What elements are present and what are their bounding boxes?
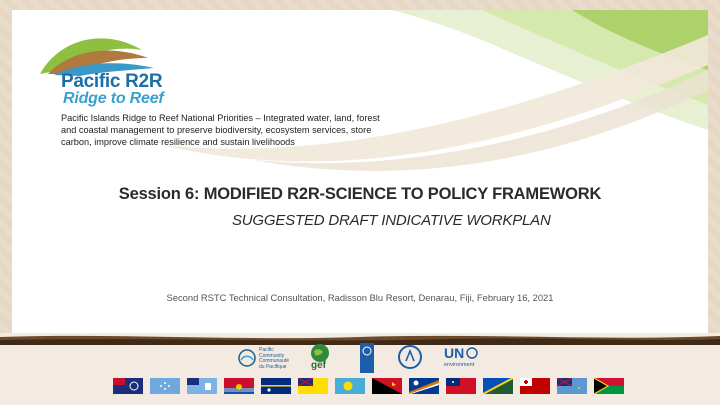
- samoa-flag: [446, 378, 476, 394]
- spc-line2: Community: [259, 352, 285, 359]
- un-environment-logo: [444, 343, 488, 373]
- micronesia-flag: [150, 378, 180, 394]
- spc-line3: Communauté: [259, 358, 290, 364]
- cook-islands-flag: [113, 378, 143, 394]
- slide-subtitle: SUGGESTED DRAFT INDICATIVE WORKPLAN: [232, 212, 551, 229]
- tonga-flag: [520, 378, 550, 394]
- vanuatu-flag: [594, 378, 624, 394]
- un-env-line1: UN: [444, 345, 465, 361]
- partner-logos: [238, 343, 488, 373]
- fao-logo: [398, 343, 422, 373]
- flags-row: [113, 378, 613, 394]
- spc-icon: [238, 349, 256, 367]
- spc-line4: du Pacifique: [259, 363, 287, 370]
- solomon-islands-flag: [483, 378, 513, 394]
- palau-flag: [335, 378, 365, 394]
- spc-line1: Pacific: [259, 347, 274, 353]
- un-env-emblem-icon: [466, 347, 478, 359]
- gef-text: gef: [311, 360, 326, 371]
- un-env-line2: environment: [444, 362, 475, 368]
- undp-logo: [360, 343, 374, 373]
- logo-subtitle: Ridge to Reef: [63, 90, 164, 107]
- niue-flag: [298, 378, 328, 394]
- gef-logo: [308, 343, 334, 373]
- fao-emblem-icon: [398, 345, 422, 369]
- event-note: Second RSTC Technical Consultation, Radisson Blu Resort, Denarau, Fiji, February 16, 2021: [166, 292, 554, 303]
- tuvalu-flag: [557, 378, 587, 394]
- un-emblem-icon: [362, 346, 372, 356]
- logo-title: Pacific R2R: [61, 71, 163, 92]
- kiribati-flag: [224, 378, 254, 394]
- spc-logo: [238, 343, 290, 373]
- marshall-islands-flag: [409, 378, 439, 394]
- nauru-flag: [261, 378, 291, 394]
- slide-title: Session 6: MODIFIED R2R-SCIENCE TO POLICY FRAMEWORK: [118, 185, 602, 203]
- tagline: Pacific Islands Ridge to Reef National Priorities – Integrated water, land, forest and coastal management to preserve biodiversity, ecosystem services, store carbon, improve climate resilience and sustain livelihoods: [61, 113, 380, 147]
- fiji-flag: [187, 378, 217, 394]
- png-flag: [372, 378, 402, 394]
